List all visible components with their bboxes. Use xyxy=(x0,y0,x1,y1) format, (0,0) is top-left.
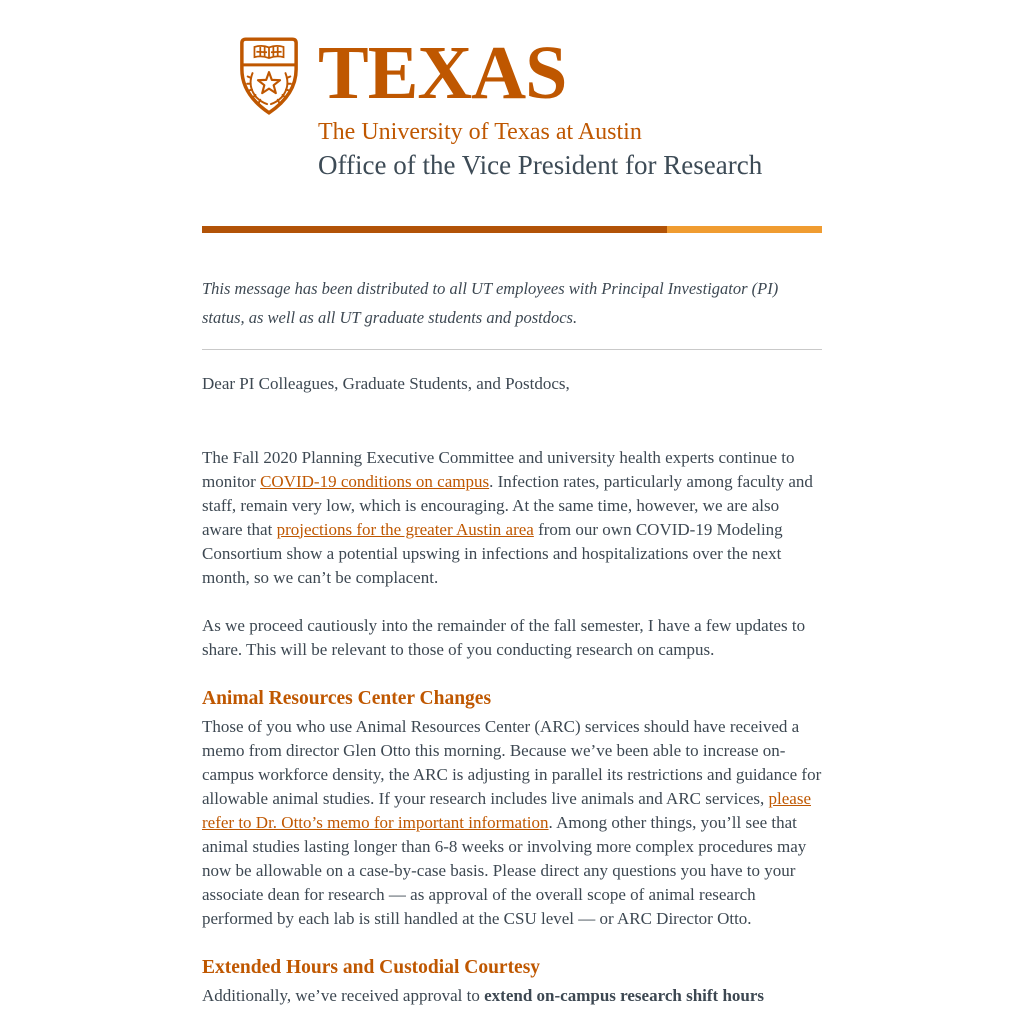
distribution-note: This message has been distributed to all UT employees with Principal Investigator (PI) status, as well as all UT graduate students and postdocs. xyxy=(202,278,779,327)
brand-bar-dark-segment xyxy=(202,226,667,233)
otto-memo-link[interactable]: please refer to Dr. Otto’s memo for important information xyxy=(202,788,811,832)
covid-conditions-link[interactable]: COVID-19 conditions on campus xyxy=(260,471,490,491)
office-name: Office of the Vice President for Research xyxy=(318,150,763,181)
paragraph-covid xyxy=(202,446,822,590)
logo-text-column xyxy=(318,31,763,182)
texas-wordmark: TEXAS xyxy=(318,31,567,115)
email-container xyxy=(202,0,822,1008)
paragraph-covid-text-1: The Fall 2020 Planning Executive Committee and university health experts continue to monitor xyxy=(202,447,795,491)
paragraph-arc-text-1: Those of you who use Animal Resources Center (ARC) services should have received a memo from director Glen Otto this morning. Because we’ve been able to increase on-campus workforce density, the ARC is adjusting in parallel its restrictions and guidance for allowable animal studies. If your research includes live animals and ARC services, xyxy=(202,716,822,808)
ut-logo-block xyxy=(238,31,822,182)
austin-projections-link[interactable]: projections for the greater Austin area xyxy=(276,519,534,539)
university-name: The University of Texas at Austin xyxy=(318,119,642,146)
paragraph-hours-text-1: Additionally, we’ve received approval to xyxy=(202,985,485,1005)
paragraph-arc-text-2: . Among other things, you’ll see that animal studies lasting longer than 6-8 weeks or involving more complex procedures may now be allowable on a case-by-case basis. Please direct any questions you have to your associate dean for research — as approval of the overall scope of animal research performed by each lab is still handled at the CSU level — or ARC Director Otto. xyxy=(202,812,807,928)
paragraph-arc xyxy=(202,715,822,931)
brand-bar xyxy=(202,226,822,233)
divider-rule xyxy=(202,349,822,350)
brand-bar-light-segment xyxy=(667,226,822,233)
extend-hours-bold-phrase: extend on-campus research shift hours xyxy=(484,985,765,1005)
ut-shield-icon xyxy=(238,36,300,116)
section-heading-hours: Extended Hours and Custodial Courtesy xyxy=(202,956,541,978)
paragraph-hours xyxy=(202,984,822,1008)
paragraph-updates: As we proceed cautiously into the remainder of the fall semester, I have a few updates to share. This will be relevant to those of you conducting research on campus. xyxy=(202,615,806,659)
paragraph-covid-text-2: . Infection rates, particularly among faculty and staff, remain very low, which is encouraging. At the same time, however, we are also aware that xyxy=(202,471,813,539)
section-heading-arc: Animal Resources Center Changes xyxy=(202,687,492,709)
paragraph-covid-text-3: from our own COVID-19 Modeling Consortium show a potential upswing in infections and hospitalizations over the next month, so we can’t be complacent. xyxy=(202,519,783,587)
salutation: Dear PI Colleagues, Graduate Students, and Postdocs, xyxy=(202,373,570,393)
